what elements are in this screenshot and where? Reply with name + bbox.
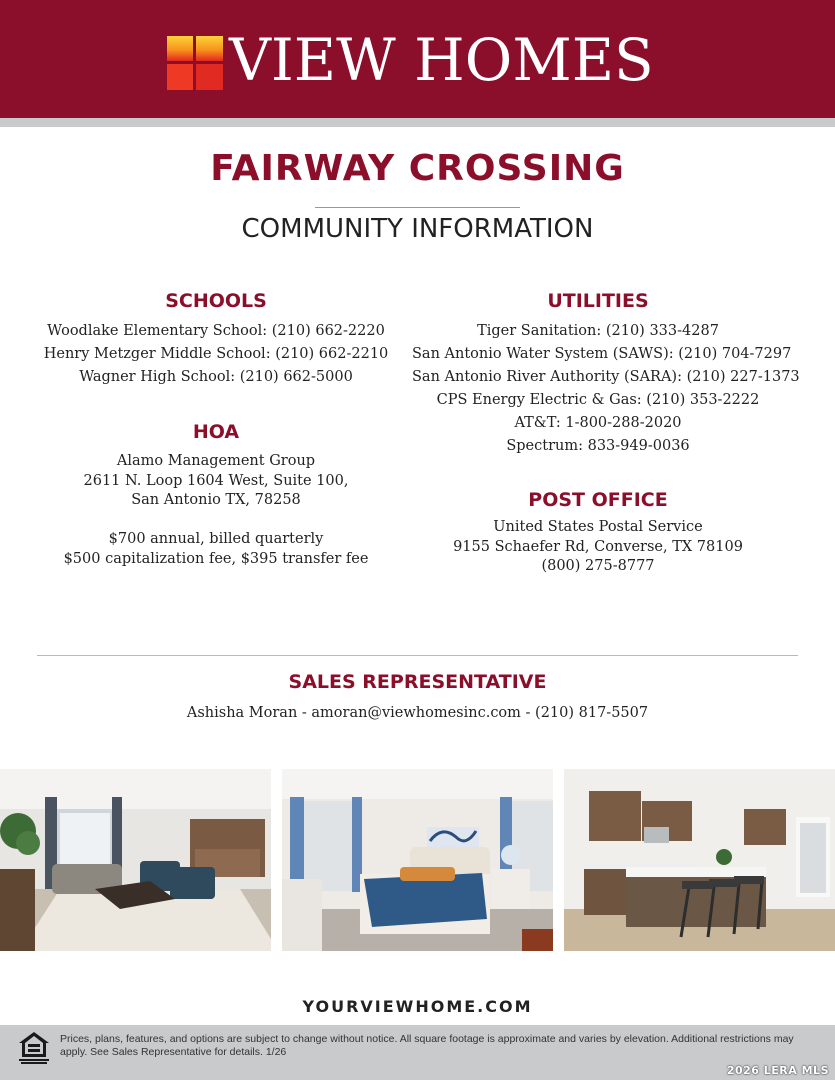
equal-housing-opportunity-icon	[18, 1031, 50, 1065]
title-divider	[315, 207, 520, 208]
hoa-heading: HOA	[192, 421, 240, 443]
header-banner	[0, 0, 835, 118]
footer-bar	[0, 1025, 835, 1080]
mls-watermark: 2026 LERA MLS	[726, 1064, 829, 1077]
legal-disclaimer: Prices, plans, features, and options are subject to change without notice. All square footage is approximate and varies by elevation. Additional restrictions may apply. See Sales Representative for details. 1/26	[60, 1033, 794, 1058]
kitchen-photo	[564, 769, 835, 951]
page-title: FAIRWAY CROSSING	[210, 148, 625, 189]
hoa-line: $700 annual, billed quarterly	[108, 531, 324, 547]
website-url[interactable]: YOURVIEWHOME.COM	[302, 997, 533, 1016]
school-line: Henry Metzger Middle School: (210) 662-2210	[43, 346, 389, 362]
school-line: Wagner High School: (210) 662-5000	[79, 369, 353, 385]
bedroom-photo	[282, 769, 553, 951]
hoa-line: Alamo Management Group	[116, 453, 316, 469]
hoa-details	[30, 452, 402, 569]
hoa-line: San Antonio TX, 78258	[131, 492, 301, 508]
hoa-line	[30, 511, 402, 531]
utility-line: AT&T: 1-800-288-2020	[514, 415, 682, 431]
hoa-line: $500 capitalization fee, $395 transfer fee	[63, 550, 369, 567]
living-room-photo	[0, 769, 271, 951]
utilities-list	[412, 320, 800, 458]
header-stripe	[0, 118, 835, 127]
section-divider	[37, 655, 798, 656]
schools-heading: SCHOOLS	[165, 290, 267, 312]
brand-name: VIEW HOMES	[229, 26, 654, 94]
utility-line: CPS Energy Electric & Gas: (210) 353-2222	[436, 392, 760, 408]
utility-line: Tiger Sanitation: (210) 333-4287	[477, 323, 719, 339]
sales-contact: Ashisha Moran - amoran@viewhomesinc.com - (210) 817-5507	[186, 705, 649, 721]
post-office-line: (800) 275-8777	[541, 558, 655, 574]
sales-heading: SALES REPRESENTATIVE	[288, 671, 547, 693]
hoa-line: 2611 N. Loop 1604 West, Suite 100,	[83, 472, 349, 489]
utilities-heading: UTILITIES	[547, 290, 649, 312]
view-homes-window-logo-icon	[167, 36, 223, 90]
post-office-heading: POST OFFICE	[528, 489, 668, 511]
utility-line: San Antonio River Authority (SARA): (210) 227-1373	[412, 369, 800, 385]
post-office-line: United States Postal Service	[493, 519, 703, 535]
post-office-line: 9155 Schaefer Rd, Converse, TX 78109	[453, 538, 743, 555]
page-subtitle: COMMUNITY INFORMATION	[241, 214, 594, 244]
post-office-details	[412, 518, 784, 577]
schools-list	[30, 320, 402, 389]
utility-line: San Antonio Water System (SAWS): (210) 704-7297	[412, 346, 792, 362]
utility-line: Spectrum: 833-949-0036	[506, 438, 690, 454]
school-line: Woodlake Elementary School: (210) 662-2220	[47, 323, 385, 339]
